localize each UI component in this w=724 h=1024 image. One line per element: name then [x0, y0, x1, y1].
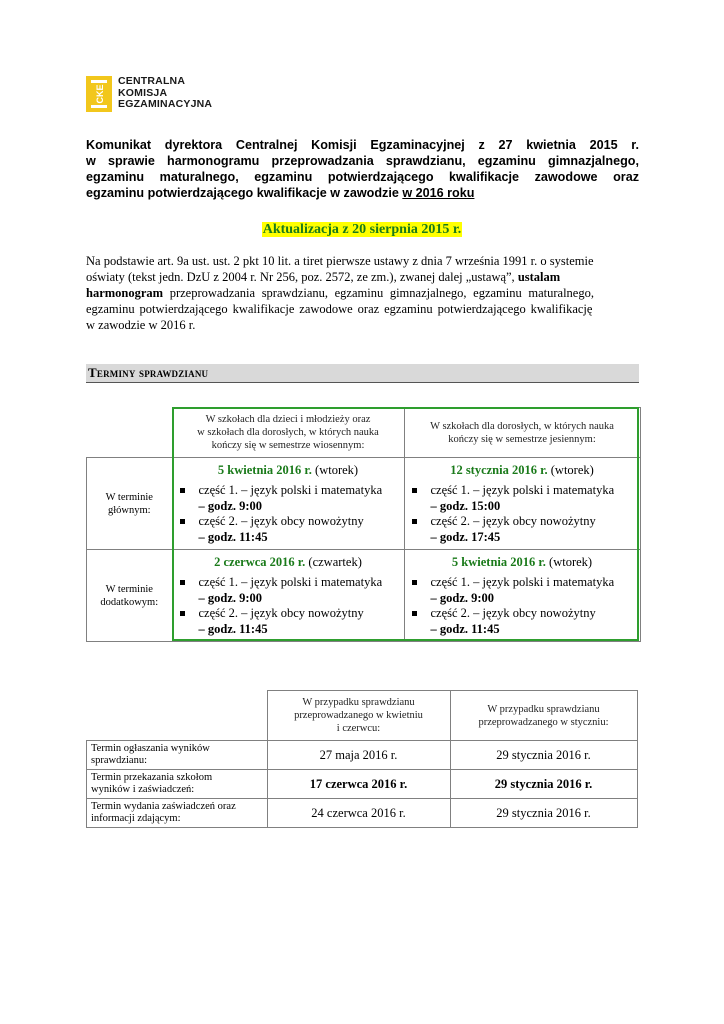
row-label-main — [87, 458, 173, 550]
additional-autumn-parts — [405, 575, 640, 637]
list-item — [405, 483, 640, 514]
part-label: część 1. – język polski i matematyka — [198, 575, 383, 589]
list-item — [173, 483, 404, 514]
main-autumn-parts — [405, 483, 640, 545]
additional-spring-cell — [172, 550, 404, 642]
row-label-main-line-2: głównym: — [107, 504, 151, 516]
additional-autumn-date — [405, 555, 640, 571]
section-title: Terminy sprawdzianu — [88, 365, 209, 380]
heading-line-4-prefix: egzaminu potwierdzającego kwalifikacje w zawodzie — [86, 186, 403, 200]
para-line-4: egzaminu potwierdzającego kwalifikacje zawodowe oraz egzaminu potwierdzającego kwalifikację — [86, 302, 593, 316]
part-label: część 1. – język polski i matematyka — [198, 483, 383, 497]
list-item — [173, 514, 404, 545]
results-value: 29 stycznia 2016 r. — [450, 799, 637, 828]
heading-year: w 2016 roku — [402, 186, 475, 200]
schedule-table — [86, 407, 641, 642]
para-line-5: w zawodzie w 2016 r. — [86, 318, 196, 332]
logo-wordmark — [118, 76, 212, 111]
heading-line-3: egzaminu maturalnego, egzaminu potwierdzającego kwalifikacje zawodowe oraz — [86, 170, 639, 184]
part-label: część 2. – język obcy nowożytny — [430, 606, 596, 620]
list-item — [405, 606, 640, 637]
main-autumn-cell — [404, 458, 640, 550]
results-row-label — [87, 741, 268, 770]
results-value: 24 czerwca 2016 r. — [267, 799, 450, 828]
row-label-additional — [87, 550, 173, 642]
part-label: część 2. – język obcy nowożytny — [198, 514, 364, 528]
spring-header-line-2: w szkołach dla dorosłych, w których nauka — [197, 427, 379, 438]
table-row — [87, 550, 641, 642]
results-col-2-header-line-2: przeprowadzanego w styczniu: — [478, 716, 609, 728]
main-autumn-date — [405, 463, 640, 479]
main-spring-date-text: 5 kwietnia 2016 r. — [217, 463, 312, 477]
results-table — [86, 690, 638, 828]
results-col-1-header-line-2: przeprowadzanego w kwietniu — [294, 710, 423, 721]
part-label: część 1. – język polski i matematyka — [430, 483, 615, 497]
part-time: – godz. 11:45 — [198, 621, 268, 636]
para-line-2-text: oświaty (tekst jedn. DzU z 2004 r. Nr 256, poz. 2572, ze zm.), zwanej dalej „ustawą”, — [86, 270, 515, 284]
main-spring-cell — [172, 458, 404, 550]
part-time: – godz. 9:00 — [198, 498, 263, 513]
results-row-label-line-1: Termin wydania zaświadczeń oraz — [91, 801, 236, 812]
spring-header — [172, 408, 404, 458]
list-item — [173, 606, 404, 637]
para-line-2 — [86, 269, 639, 285]
row-label-main-line-1: W terminie — [105, 491, 153, 503]
list-item — [405, 575, 640, 606]
para-line-3 — [86, 285, 639, 301]
logo-line-2: KOMISJA — [118, 86, 168, 99]
para-line-3-text: przeprowadzania sprawdzianu, egzaminu gimnazjalnego, egzaminu maturalnego, — [169, 286, 594, 300]
part-time: – godz. 11:45 — [198, 529, 268, 544]
table-row — [87, 741, 638, 770]
table-row — [87, 458, 641, 550]
table-row — [87, 770, 638, 799]
results-col-1-header-line-3: i czerwcu: — [336, 723, 381, 734]
part-time: – godz. 11:45 — [430, 621, 500, 636]
additional-autumn-day: (wtorek) — [549, 555, 593, 569]
logo-line-1: CENTRALNA — [118, 75, 186, 87]
spring-header-line-3: kończy się w semestrze wiosennym: — [211, 440, 365, 451]
cke-logo — [86, 76, 236, 112]
main-autumn-date-text: 12 stycznia 2016 r. — [450, 463, 548, 477]
part-label: część 2. – język obcy nowożytny — [198, 606, 364, 620]
update-notice — [0, 220, 724, 238]
additional-spring-parts — [173, 575, 404, 637]
part-time: – godz. 9:00 — [198, 590, 263, 605]
results-value: 27 maja 2016 r. — [267, 741, 450, 770]
results-value: 17 czerwca 2016 r. — [267, 770, 450, 799]
part-time: – godz. 17:45 — [430, 529, 501, 544]
heading-line-1: Komunikat dyrektora Centralnej Komisji Egzaminacyjnej z 27 kwietnia 2015 r. — [86, 138, 639, 152]
main-autumn-day: (wtorek) — [550, 463, 594, 477]
results-col-1-header-line-1: W przypadku sprawdzianu — [302, 697, 415, 708]
part-time: – godz. 9:00 — [430, 590, 495, 605]
para-line-1: Na podstawie art. 9a ust. ust. 2 pkt 10 lit. a tiret pierwsze ustawy z dnia 7 września 1991 r. o systemie — [86, 254, 594, 268]
results-corner — [87, 691, 268, 741]
logo-mark-text: CKE — [95, 84, 105, 104]
autumn-header-line-2: kończy się w semestrze jesiennym: — [448, 433, 596, 445]
autumn-header-line-1: W szkołach dla dorosłych, w których nauka — [430, 420, 614, 432]
section-heading-bar — [86, 364, 639, 383]
results-row-label — [87, 799, 268, 828]
spring-header-line-1: W szkołach dla dzieci i młodzieży oraz — [205, 414, 371, 425]
results-row-label-line-2: wyników i zaświadczeń: — [91, 784, 195, 795]
results-value: 29 stycznia 2016 r. — [450, 741, 637, 770]
results-row-label — [87, 770, 268, 799]
part-label: część 1. – język polski i matematyka — [430, 575, 615, 589]
autumn-header — [404, 408, 640, 458]
update-label: Aktualizacja z 20 sierpnia 2015 r. — [262, 222, 462, 237]
row-label-additional-line-1: W terminie — [105, 583, 153, 595]
table-row — [87, 799, 638, 828]
results-row-label-line-2: informacji zdającym: — [91, 813, 181, 824]
logo-line-3: EGZAMINACYJNA — [118, 98, 213, 110]
part-time: – godz. 15:00 — [430, 498, 501, 513]
main-spring-parts — [173, 483, 404, 545]
additional-autumn-cell — [404, 550, 640, 642]
results-row-label-line-1: Termin ogłaszania wyników — [91, 743, 210, 754]
additional-spring-date-text: 2 czerwca 2016 r. — [214, 555, 306, 569]
results-row-label-line-2: sprawdzianu: — [91, 755, 147, 766]
row-label-additional-line-2: dodatkowym: — [100, 596, 159, 608]
additional-spring-date — [173, 555, 404, 571]
heading-line-2: w sprawie harmonogramu przeprowadzania sprawdzianu, egzaminu gimnazjalnego, — [86, 154, 639, 168]
results-col-1-header — [267, 691, 450, 741]
legal-basis-paragraph — [86, 253, 639, 333]
additional-spring-day: (czwartek) — [308, 555, 362, 569]
results-col-2-header-line-1: W przypadku sprawdzianu — [487, 703, 600, 715]
part-label: część 2. – język obcy nowożytny — [430, 514, 596, 528]
schedule-corner — [87, 408, 173, 458]
main-spring-date — [173, 463, 404, 479]
results-value: 29 stycznia 2016 r. — [450, 770, 637, 799]
para-ustalam: ustalam — [517, 270, 561, 284]
para-harmonogram: harmonogram — [86, 286, 164, 300]
list-item — [173, 575, 404, 606]
heading-line-4 — [86, 185, 639, 201]
list-item — [405, 514, 640, 545]
cke-logo-mark — [86, 76, 112, 112]
additional-autumn-date-text: 5 kwietnia 2016 r. — [451, 555, 546, 569]
results-row-label-line-1: Termin przekazania szkołom — [91, 772, 213, 783]
announcement-heading — [86, 137, 639, 201]
main-spring-day: (wtorek) — [315, 463, 359, 477]
results-col-2-header — [450, 691, 637, 741]
